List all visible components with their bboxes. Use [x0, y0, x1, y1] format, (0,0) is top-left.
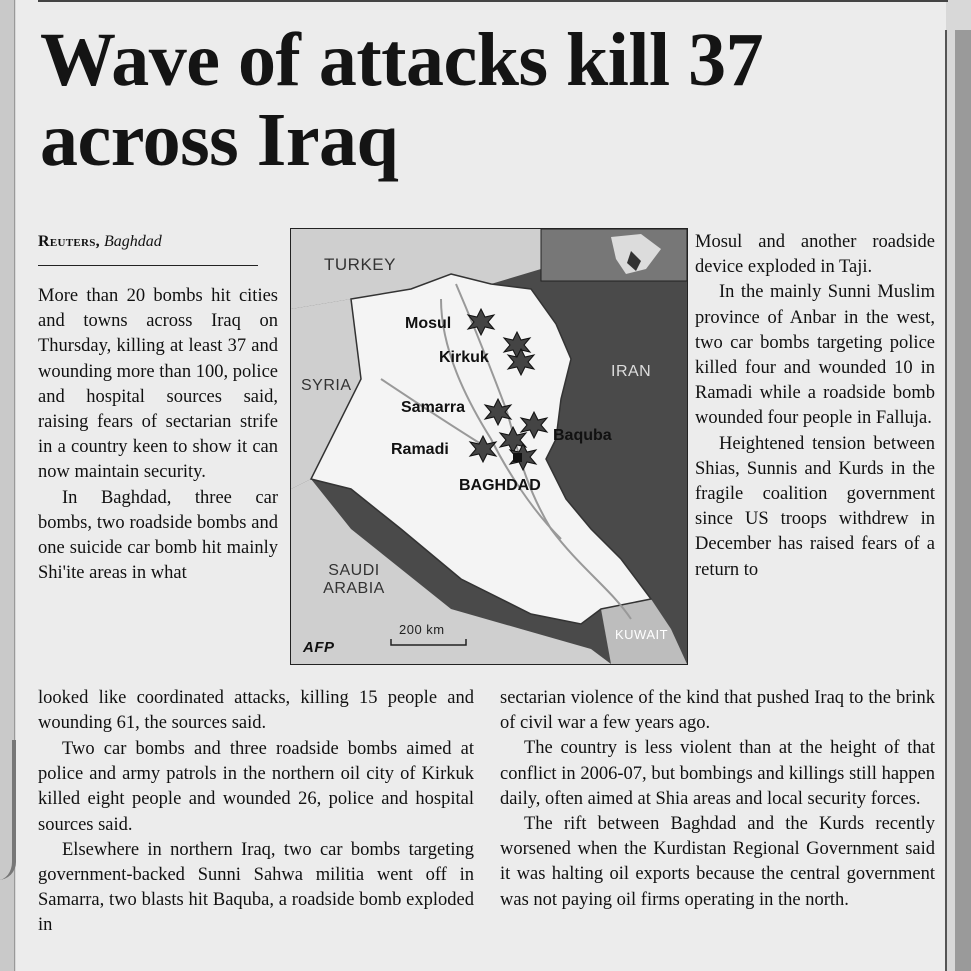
paragraph: More than 20 bombs hit cities and towns across Iraq on Thursday, killing at least 37 and wounding more than 100, police and hospital sources said, raising fears of sectarian strife in a country keen to show it can now maintain security. — [38, 286, 278, 483]
paragraph: In the mainly Sunni Muslim province of Anbar in the west, two car bombs targeting police killed four and wounded 10 in Ramadi while a roadside bomb wounded four people in Falluja. — [695, 282, 935, 429]
article-span-line — [38, 686, 474, 736]
country-label: IRAN — [611, 363, 652, 380]
city-label: Samarra — [401, 399, 466, 416]
country-label: TURKEY — [324, 255, 396, 274]
paragraph: In Baghdad, three car bombs, two roadside bombs and one suicide car bomb hit mainly Shi'ite areas in what — [38, 487, 278, 584]
city-label: Kirkuk — [439, 349, 489, 366]
paragraph: Two car bombs and three roadside bombs aimed at police and army patrols in the northern oil city of Kirkuk killed eight people and wounded 26, police and hospital sources said. — [38, 739, 474, 835]
article-column-3 — [695, 230, 935, 583]
byline-city: Baghdad — [103, 233, 162, 250]
column-divider — [945, 30, 947, 971]
paragraph: The rift between Baghdad and the Kurds recently worsened when the Kurdistan Regional Government said it was halting oil exports because the central government was not paying oil firms operating in the north. — [500, 814, 935, 910]
headline: Wave of attacks kill 37 across Iraq — [40, 18, 764, 182]
article-column-4 — [500, 686, 935, 913]
page-curl — [0, 740, 16, 880]
article-column-2 — [38, 737, 474, 939]
map-graphic — [291, 229, 687, 664]
paragraph: Heightened tension between Shias, Sunnis and Kurds in the fragile coalition government since US troops withdrew in December has raised fears of a return to — [695, 433, 935, 580]
article-column-1 — [38, 284, 278, 586]
capital-marker — [513, 453, 522, 462]
paragraph: looked like coordinated attacks, killing 15 people and wounding 61, the sources said. — [38, 688, 474, 734]
byline-agency: Reuters, — [38, 233, 100, 250]
city-label: Ramadi — [391, 441, 449, 458]
scale-label: 200 km — [399, 622, 445, 637]
country-label: SAUDI ARABIA — [323, 562, 385, 597]
byline — [38, 232, 162, 252]
city-label: BAGHDAD — [459, 477, 541, 494]
country-label: KUWAIT — [615, 627, 669, 642]
iraq-map — [290, 228, 688, 665]
city-label: Baquba — [553, 427, 612, 444]
country-label: SYRIA — [301, 377, 352, 394]
paragraph: The country is less violent than at the height of that conflict in 2006-07, but bombings and killings still happen daily, often aimed at Shia areas and local security forces. — [500, 738, 935, 809]
adjacent-article-strip — [955, 30, 971, 971]
city-label: Mosul — [405, 315, 452, 332]
paragraph: Elsewhere in northern Iraq, two car bombs targeting government-backed Sunni Sahwa militia went off in Samarra, two blasts hit Baquba, a roadside bomb exploded in — [38, 839, 474, 936]
paragraph: Mosul and another roadside device exploded in Taji. — [695, 232, 935, 278]
top-rule — [38, 0, 948, 2]
paragraph: sectarian violence of the kind that pushed Iraq to the brink of civil war a few years ago. — [500, 688, 935, 734]
byline-rule — [38, 265, 258, 266]
afp-credit: AFP — [303, 639, 335, 656]
